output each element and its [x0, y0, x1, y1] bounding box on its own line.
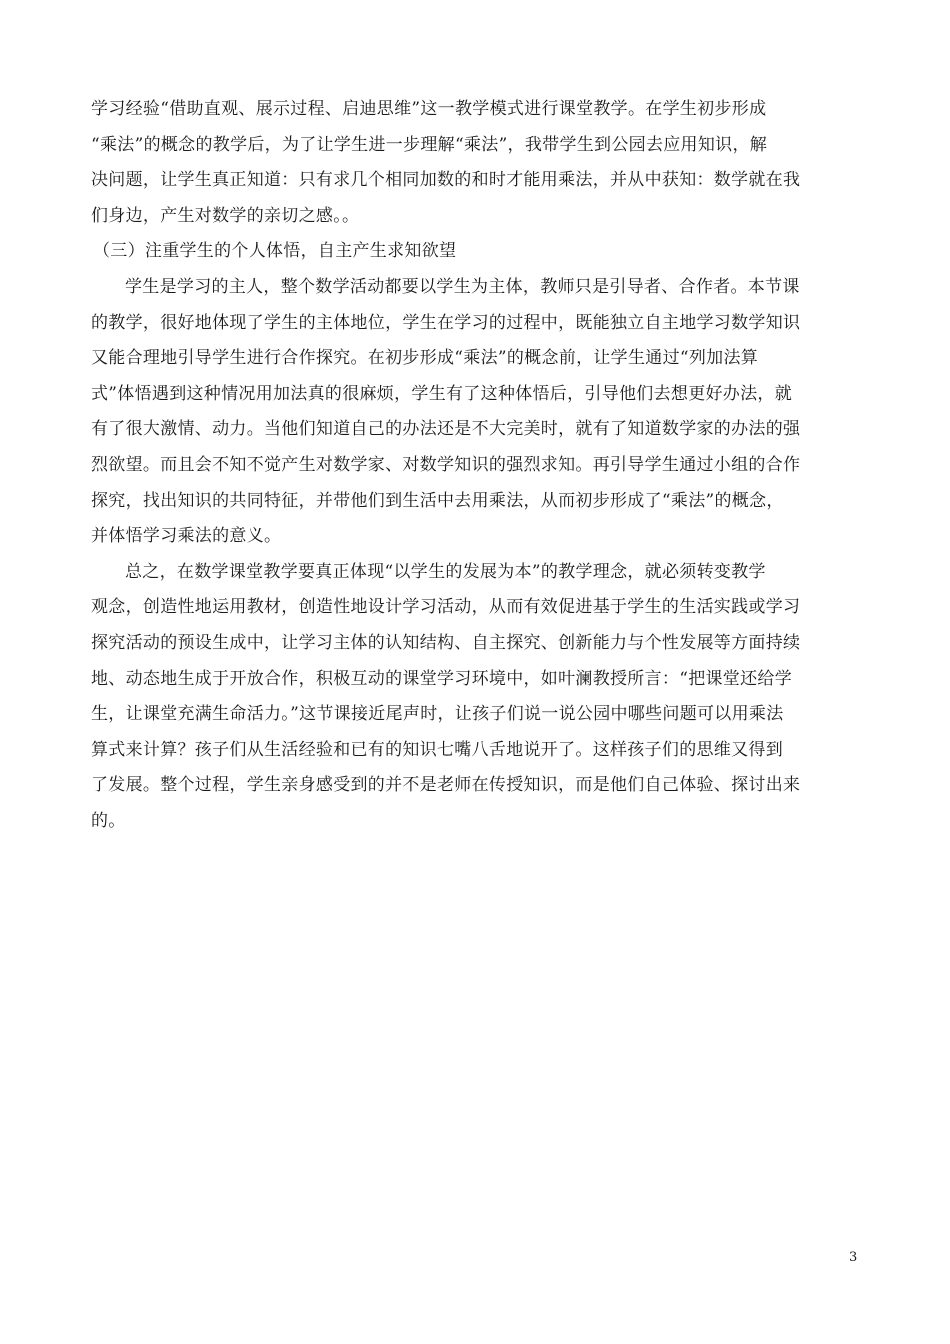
text-line: 有了很大激情、动力。当他们知道自己的办法还是不大完美时，就有了知道数学家的办法的强 — [91, 419, 801, 440]
text-line: 决问题，让学生真正知道：只有求几个相同加数的和时才能用乘法，并从中获知：数学就在我 — [91, 170, 801, 191]
text-line: 学习经验“借助直观、展示过程、启迪思维”这一教学模式进行课堂教学。在学生初步形成 — [91, 99, 767, 119]
paragraph-first-line: 总之，在数学课堂教学要真正体现“以学生的发展为本”的教学理念，就必须转变教学 — [125, 561, 766, 582]
text-line: 地、动态地生成于开放合作，积极互动的课堂学习环境中，如叶澜教授所言：“把课堂还给学 — [91, 668, 792, 689]
section-heading: （三）注重学生的个人体悟，自主产生求知欲望 — [93, 241, 457, 262]
text-line: 探究活动的预设生成中，让学习主体的认知结构、自主探究、创新能力与个性发展等方面持续 — [91, 632, 801, 653]
text-line: 生，让课堂充满生命活力。”这节课接近尾声时，让孩子们说一说公园中哪些问题可以用乘法 — [91, 704, 784, 725]
page-number: 3 — [849, 1250, 858, 1265]
text-line: 了发展。整个过程，学生亲身感受到的并不是老师在传授知识，而是他们自己体验、探讨出来 — [91, 775, 801, 796]
body-text — [91, 92, 861, 839]
text-line: 探究，找出知识的共同特征，并带他们到生活中去用乘法，从而初步形成了“乘法”的概念， — [91, 490, 784, 511]
text-line: 观念，创造性地运用教材，创造性地设计学习活动，从而有效促进基于学生的生活实践或学习 — [91, 597, 801, 618]
text-line: 的。 — [91, 810, 126, 831]
text-line: 们身边，产生对数学的亲切之感。。 — [91, 205, 360, 226]
text-line: 又能合理地引导学生进行合作探究。在初步形成“乘法”的概念前，让学生通过“列加法算 — [91, 348, 759, 369]
text-line: 算式来计算？孩子们从生活经验和已有的知识七嘴八舌地说开了。这样孩子们的思维又得到 — [91, 739, 783, 760]
text-line: 的教学，很好地体现了学生的主体地位，学生在学习的过程中，既能独立自主地学习数学知识 — [91, 312, 801, 333]
text-line: 式”体悟遇到这种情况用加法真的很麻烦，学生有了这种体悟后，引导他们去想更好办法，就 — [91, 383, 792, 404]
text-line: 并体悟学习乘法的意义。 — [91, 526, 282, 547]
text-line: 烈欲望。而且会不知不觉产生对数学家、对数学知识的强烈求知。再引导学生通过小组的合作 — [91, 454, 801, 475]
text-line: “乘法”的概念的教学后，为了让学生进一步理解“乘法”，我带学生到公园去应用知识，解 — [91, 134, 768, 155]
paragraph-first-line: 学生是学习的主人，整个数学活动都要以学生为主体，教师只是引导者、合作者。本节课 — [125, 276, 800, 297]
